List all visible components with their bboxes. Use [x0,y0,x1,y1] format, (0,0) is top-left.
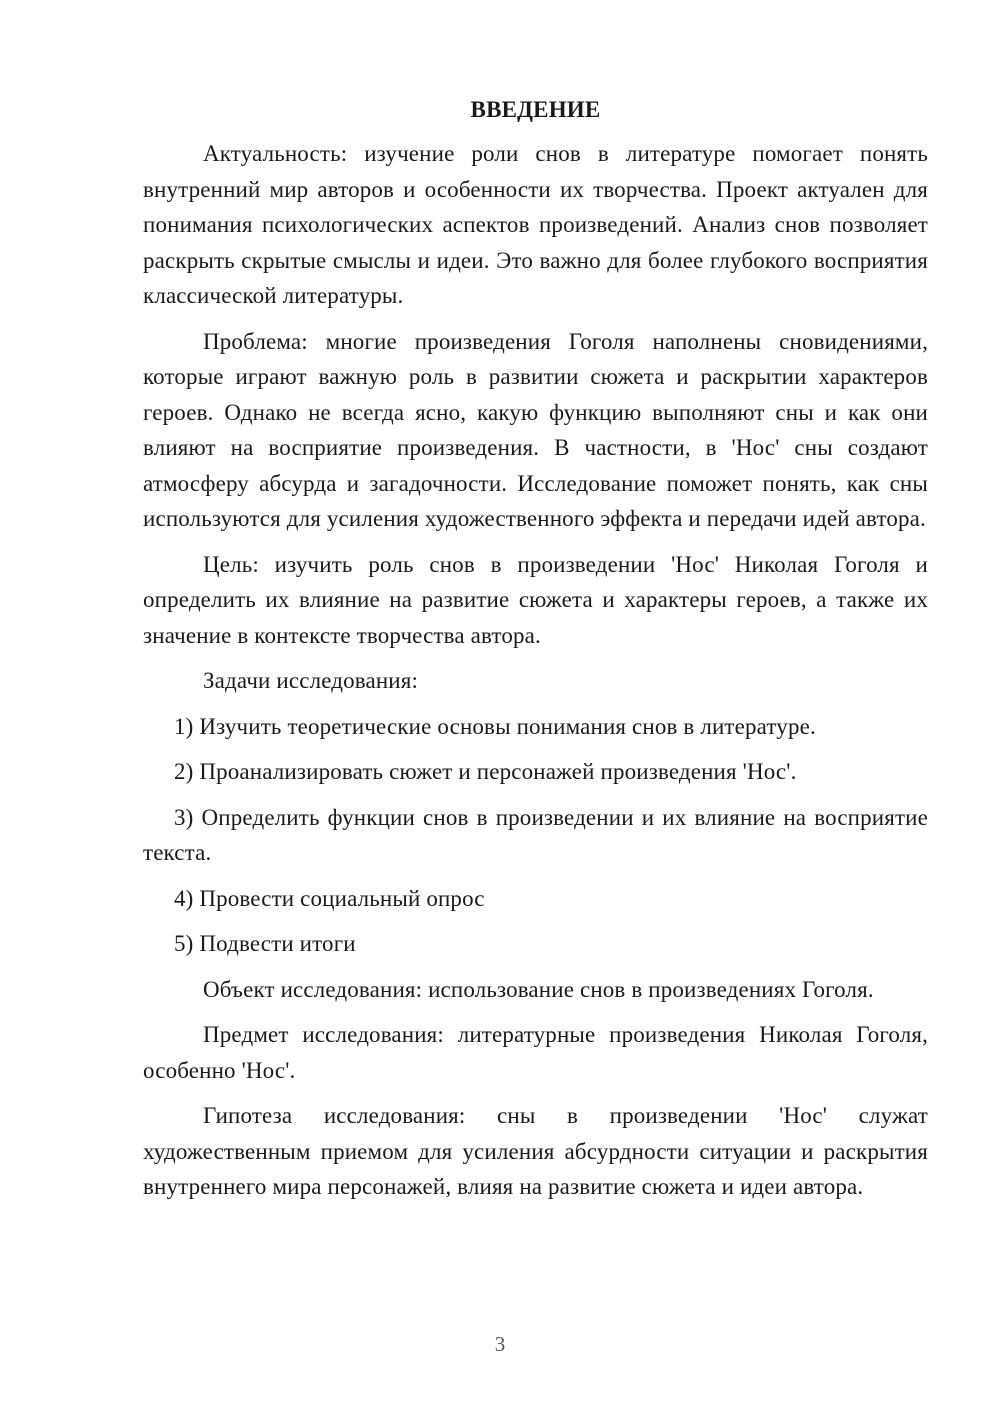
task-item-5: 5) Подвести итоги [174,931,356,956]
page-number: 3 [494,1332,506,1356]
task-item-1: 1) Изучить теоретические основы понимания снов в литературе. [174,713,816,739]
tasks-title: Задачи исследования: [203,668,419,693]
object-paragraph: Объект исследования: использование снов в произведениях Гоголя. [203,976,874,1002]
hypothesis-paragraph: Гипотеза исследования: сны в произведении 'Нос' служат художественным приемом для усиления абсурдности ситуации и раскрытия внутреннего мира персонажей, влияя на развитие сюжета и идеи автора. [143,1103,928,1199]
task-item-3: 3) Определить функции снов в произведении и их влияние на восприятие текста. [143,804,928,865]
relevance-paragraph: Актуальность: изучение роли снов в литературе помогает понять внутренний мир авторов и особенности их творчества. Проект актуален для понимания психологических аспектов произведений. Анализ снов позволяет раскрыть скрытые смыслы и идеи. Это важно для более глубокого восприятия классической литературы. [143,141,928,308]
subject-paragraph: Предмет исследования: литературные произведения Николая Гоголя, особенно 'Нос'. [143,1022,928,1083]
task-item-2: 2) Проанализировать сюжет и персонажей произведения 'Нос'. [174,759,797,784]
page-title: ВВЕДЕНИЕ [470,97,601,122]
goal-paragraph: Цель: изучить роль снов в произведении 'Нос' Николая Гоголя и определить их влияние на развитие сюжета и характеры героев, а также их значение в контексте творчества автора. [143,551,928,648]
task-item-4: 4) Провести социальный опрос [174,885,485,911]
problem-paragraph: Проблема: многие произведения Гоголя наполнены сновидениями, которые играют важную роль в развитии сюжета и раскрытии характеров героев. Однако не всегда ясно, какую функцию выполняют сны и как они влияют на восприятие произведения. В частности, в 'Нос' сны создают атмосферу абсурда и загадочности. Исследование поможет понять, как сны используются для усиления художественного эффекта и передачи идей автора. [143,328,928,531]
document-page [143,92,928,1215]
